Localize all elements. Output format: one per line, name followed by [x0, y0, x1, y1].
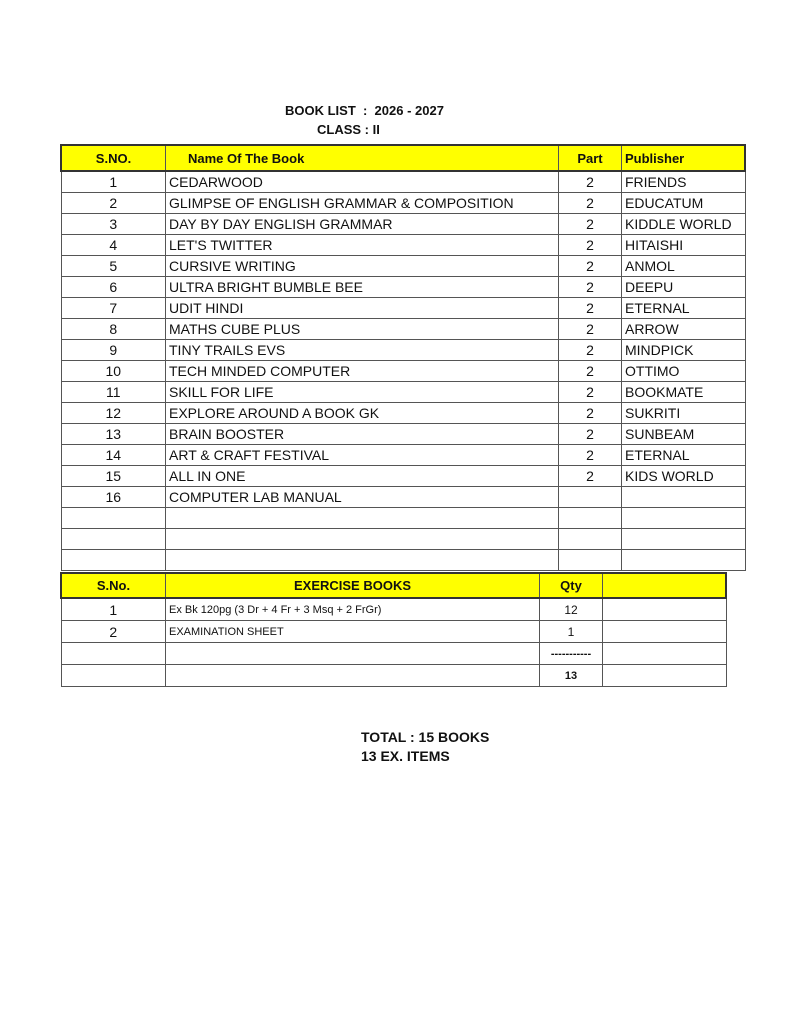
cell-part: 2 [559, 403, 622, 424]
cell-sno: 15 [61, 466, 166, 487]
cell-sno: 14 [61, 445, 166, 466]
cell-blank [61, 550, 166, 571]
cell-sno: 4 [61, 235, 166, 256]
cell-sno: 7 [61, 298, 166, 319]
cell-publisher: ARROW [622, 319, 746, 340]
cell-exercise-name: Ex Bk 120pg (3 Dr + 4 Fr + 3 Msq + 2 FrGr) [166, 598, 540, 621]
class-label: CLASS : II [317, 122, 380, 137]
cell-sno: 13 [61, 424, 166, 445]
table-row [61, 171, 745, 193]
table-row [61, 256, 745, 277]
cell-book-name: UDIT HINDI [166, 298, 559, 319]
cell-sno: 1 [61, 171, 166, 193]
cell-book-name: DAY BY DAY ENGLISH GRAMMAR [166, 214, 559, 235]
table-row [61, 487, 745, 508]
cell-part: 2 [559, 235, 622, 256]
cell-part: 2 [559, 171, 622, 193]
header-blank [603, 573, 727, 598]
cell-publisher: EDUCATUM [622, 193, 746, 214]
header-qty: Qty [540, 573, 603, 598]
table-row [61, 277, 745, 298]
empty-row [61, 529, 745, 550]
cell-book-name: TECH MINDED COMPUTER [166, 361, 559, 382]
table-header-row [61, 145, 745, 171]
cell-part: 2 [559, 214, 622, 235]
cell-part: 2 [559, 256, 622, 277]
cell-blank [166, 643, 540, 665]
header-book-name: Name Of The Book [166, 145, 559, 171]
exercise-books-table [60, 572, 727, 687]
cell-blank [603, 621, 727, 643]
cell-sno: 11 [61, 382, 166, 403]
cell-sno: 16 [61, 487, 166, 508]
cell-book-name: ALL IN ONE [166, 466, 559, 487]
total-ex-items: 13 EX. ITEMS [361, 748, 450, 764]
cell-part: 2 [559, 340, 622, 361]
table-row [61, 340, 745, 361]
cell-publisher: DEEPU [622, 277, 746, 298]
cell-sno: 1 [61, 598, 166, 621]
table-row [61, 319, 745, 340]
cell-sno: 9 [61, 340, 166, 361]
cell-sno: 5 [61, 256, 166, 277]
cell-part: 2 [559, 361, 622, 382]
header-part: Part [559, 145, 622, 171]
cell-blank [166, 529, 559, 550]
cell-sno: 8 [61, 319, 166, 340]
cell-book-name: MATHS CUBE PLUS [166, 319, 559, 340]
cell-blank [166, 508, 559, 529]
cell-blank [61, 508, 166, 529]
table-row [61, 235, 745, 256]
cell-blank [559, 550, 622, 571]
cell-publisher: OTTIMO [622, 361, 746, 382]
table-row [61, 643, 726, 665]
cell-sno: 10 [61, 361, 166, 382]
cell-blank [166, 665, 540, 687]
cell-book-name: LET'S TWITTER [166, 235, 559, 256]
cell-exercise-name: EXAMINATION SHEET [166, 621, 540, 643]
cell-sno: 3 [61, 214, 166, 235]
table-row [61, 382, 745, 403]
header-publisher: Publisher [622, 145, 746, 171]
cell-part: 2 [559, 319, 622, 340]
cell-publisher: ETERNAL [622, 445, 746, 466]
cell-publisher: SUNBEAM [622, 424, 746, 445]
page-title: BOOK LIST : 2026 - 2027 [285, 103, 444, 118]
cell-book-name: SKILL FOR LIFE [166, 382, 559, 403]
cell-part: 2 [559, 445, 622, 466]
cell-sno: 2 [61, 621, 166, 643]
cell-blank [166, 550, 559, 571]
cell-blank [61, 643, 166, 665]
empty-row [61, 508, 745, 529]
total-books: TOTAL : 15 BOOKS [361, 729, 490, 745]
cell-publisher: HITAISHI [622, 235, 746, 256]
cell-book-name: BRAIN BOOSTER [166, 424, 559, 445]
table-row [61, 445, 745, 466]
table-row [61, 466, 745, 487]
table-row [61, 403, 745, 424]
cell-blank [622, 550, 746, 571]
table-row [61, 214, 745, 235]
cell-publisher [622, 487, 746, 508]
header-sno: S.NO. [61, 145, 166, 171]
qty-total: 13 [540, 665, 603, 687]
qty-separator: ----------- [540, 643, 603, 665]
cell-blank [603, 665, 727, 687]
cell-sno: 6 [61, 277, 166, 298]
cell-publisher: SUKRITI [622, 403, 746, 424]
cell-book-name: CURSIVE WRITING [166, 256, 559, 277]
cell-part: 2 [559, 298, 622, 319]
header-sno: S.No. [61, 573, 166, 598]
table-row [61, 361, 745, 382]
cell-blank [622, 508, 746, 529]
cell-blank [559, 529, 622, 550]
cell-blank [603, 598, 727, 621]
cell-blank [559, 508, 622, 529]
cell-sno: 2 [61, 193, 166, 214]
cell-qty: 12 [540, 598, 603, 621]
table-header-row [61, 573, 726, 598]
table-row [61, 598, 726, 621]
cell-publisher: ETERNAL [622, 298, 746, 319]
cell-publisher: MINDPICK [622, 340, 746, 361]
cell-book-name: COMPUTER LAB MANUAL [166, 487, 559, 508]
table-row [61, 193, 745, 214]
cell-part: 2 [559, 424, 622, 445]
cell-book-name: GLIMPSE OF ENGLISH GRAMMAR & COMPOSITION [166, 193, 559, 214]
cell-publisher: FRIENDS [622, 171, 746, 193]
table-row [61, 665, 726, 687]
empty-row [61, 550, 745, 571]
cell-publisher: ANMOL [622, 256, 746, 277]
header-exercise-books: EXERCISE BOOKS [166, 573, 540, 598]
cell-blank [622, 529, 746, 550]
cell-book-name: ART & CRAFT FESTIVAL [166, 445, 559, 466]
cell-book-name: ULTRA BRIGHT BUMBLE BEE [166, 277, 559, 298]
cell-part: 2 [559, 466, 622, 487]
cell-qty: 1 [540, 621, 603, 643]
cell-blank [61, 665, 166, 687]
cell-sno: 12 [61, 403, 166, 424]
cell-book-name: TINY TRAILS EVS [166, 340, 559, 361]
table-row [61, 621, 726, 643]
cell-part: 2 [559, 382, 622, 403]
cell-publisher: KIDDLE WORLD [622, 214, 746, 235]
cell-publisher: KIDS WORLD [622, 466, 746, 487]
book-list-table [60, 144, 746, 571]
table-row [61, 424, 745, 445]
cell-part [559, 487, 622, 508]
cell-publisher: BOOKMATE [622, 382, 746, 403]
cell-blank [61, 529, 166, 550]
cell-part: 2 [559, 193, 622, 214]
cell-part: 2 [559, 277, 622, 298]
cell-blank [603, 643, 727, 665]
table-row [61, 298, 745, 319]
cell-book-name: CEDARWOOD [166, 171, 559, 193]
cell-book-name: EXPLORE AROUND A BOOK GK [166, 403, 559, 424]
